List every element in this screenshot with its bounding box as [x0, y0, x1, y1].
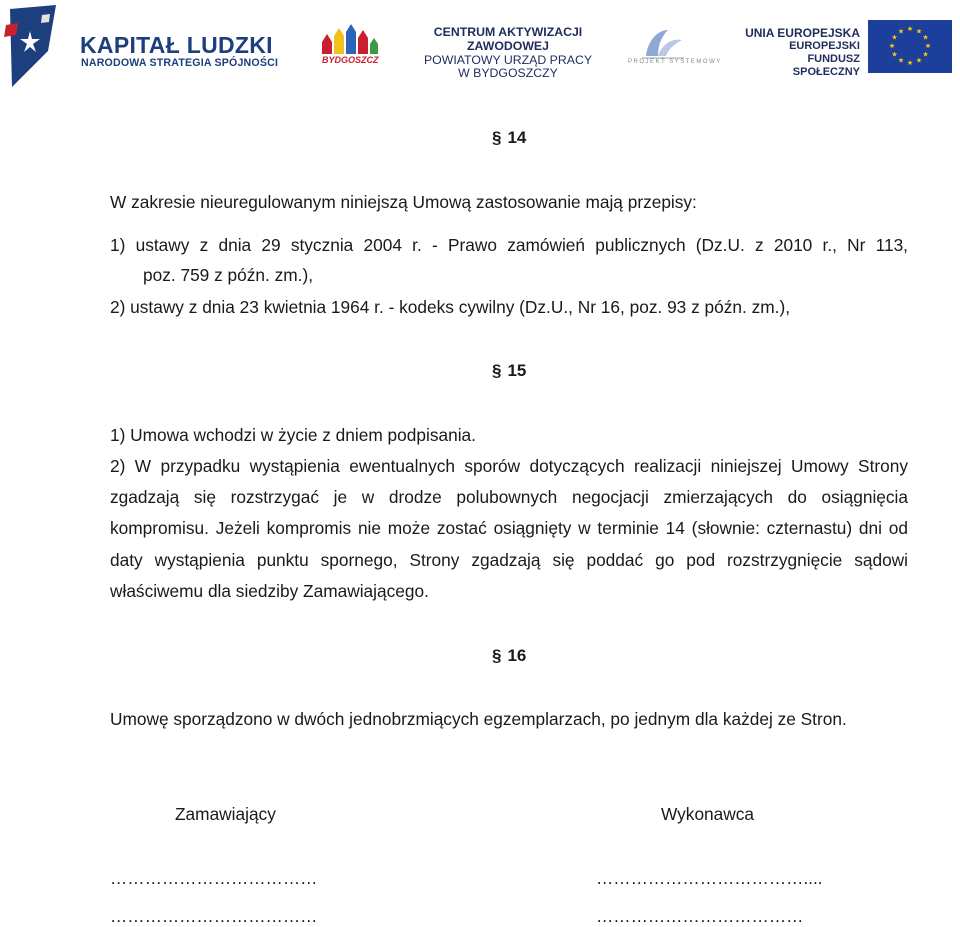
- svg-text:★: ★: [891, 33, 898, 42]
- section-number: 15: [507, 361, 527, 380]
- svg-text:★: ★: [922, 33, 929, 42]
- eu-line-1: UNIA EUROPEJSKA: [745, 26, 860, 40]
- section-15-point-2: 2) W przypadku wystąpienia ewentualnych sporów dotyczących realizacji niniejszej Umowy Strony zgadzają się rozstrzygać je w drodze polubownych negocjacji zmierzających do osiągnięcia kompromisu. Jeżeli kompromis nie może zostać osiągnięty w terminie 14 (słownie: czternastu) dni od daty wystąpienia punktu spornego, Strony zgadzają się poddać go pod rozstrzygnięcie sądowi właściwemu dla siedziby Zamawiającego.: [110, 456, 908, 601]
- svg-text:★: ★: [906, 25, 914, 33]
- kapital-ludzki-logo-mark: [4, 5, 62, 87]
- section-14-item-2: 2) ustawy z dnia 23 kwietnia 1964 r. - kodeks cywilny (Dz.U., Nr 16, poz. 93 z późn. zm.),: [110, 297, 791, 317]
- eu-line-3: FUNDUSZ SPOŁECZNY: [792, 53, 860, 78]
- section-15-point-1: 1) Umowa wchodzi w życie z dniem podpisania.: [110, 425, 476, 445]
- section-symbol: §: [492, 646, 502, 665]
- svg-text:★: ★: [888, 42, 896, 50]
- section-14-heading: [492, 128, 526, 148]
- eu-line-2: EUROPEJSKI: [789, 40, 860, 53]
- section-16-text: Umowę sporządzono w dwóch jednobrzmiących egzemplarzach, po jednym dla każdej ze Stron.: [110, 709, 847, 729]
- signature-label-zamawiajacy: Zamawiający: [175, 804, 276, 824]
- kapital-ludzki-title: KAPITAŁ LUDZKI: [80, 32, 273, 58]
- eu-flag-icon: [868, 20, 952, 73]
- signature-line-right-2: ………………………………: [596, 906, 804, 926]
- caz-line-1: CENTRUM AKTYWIZACJI ZAWODOWEJ: [433, 25, 583, 53]
- svg-text:★: ★: [906, 59, 914, 67]
- signature-line-right-1: ………………………………....: [596, 868, 823, 888]
- svg-text:★: ★: [924, 42, 932, 50]
- section-symbol: §: [492, 128, 502, 147]
- section-14-item-1-line-1: 1) ustawy z dnia 29 stycznia 2004 r. - Prawo zamówień publicznych (Dz.U. z 2010 r., Nr 113,: [110, 235, 908, 255]
- section-16-heading: [492, 646, 526, 666]
- svg-text:★: ★: [897, 56, 905, 65]
- section-number: 16: [507, 646, 527, 665]
- projekt-systemowy-label: PROJEKT SYSTEMOWY: [628, 59, 722, 65]
- bydgoszcz-logo-label: BYDGOSZCZ: [322, 55, 379, 65]
- section-14-item-1-line-2: poz. 759 z późn. zm.),: [143, 265, 314, 285]
- caz-line-2: POWIATOWY URZĄD PRACY: [423, 52, 593, 67]
- caz-line-3: W BYDGOSZCZY: [458, 66, 558, 81]
- section-symbol: §: [492, 361, 502, 380]
- signature-line-left-2: ………………………………: [110, 906, 318, 926]
- svg-text:★: ★: [891, 50, 898, 59]
- signature-label-wykonawca: Wykonawca: [661, 804, 755, 824]
- svg-text:★: ★: [915, 27, 923, 36]
- svg-text:★: ★: [922, 50, 929, 59]
- section-15-heading: [492, 361, 526, 381]
- section-number: 14: [507, 128, 527, 147]
- svg-text:★: ★: [897, 27, 905, 36]
- signature-line-left-1: ………………………………: [110, 868, 318, 888]
- kapital-ludzki-subtitle: NARODOWA STRATEGIA SPÓJNOŚCI: [81, 57, 279, 69]
- svg-text:★: ★: [915, 56, 923, 65]
- eu-logo-text: [740, 27, 860, 78]
- caz-logo-text: [398, 26, 618, 81]
- section-14-intro: W zakresie nieuregulowanym niniejszą Umową zastosowanie mają przepisy:: [110, 192, 697, 212]
